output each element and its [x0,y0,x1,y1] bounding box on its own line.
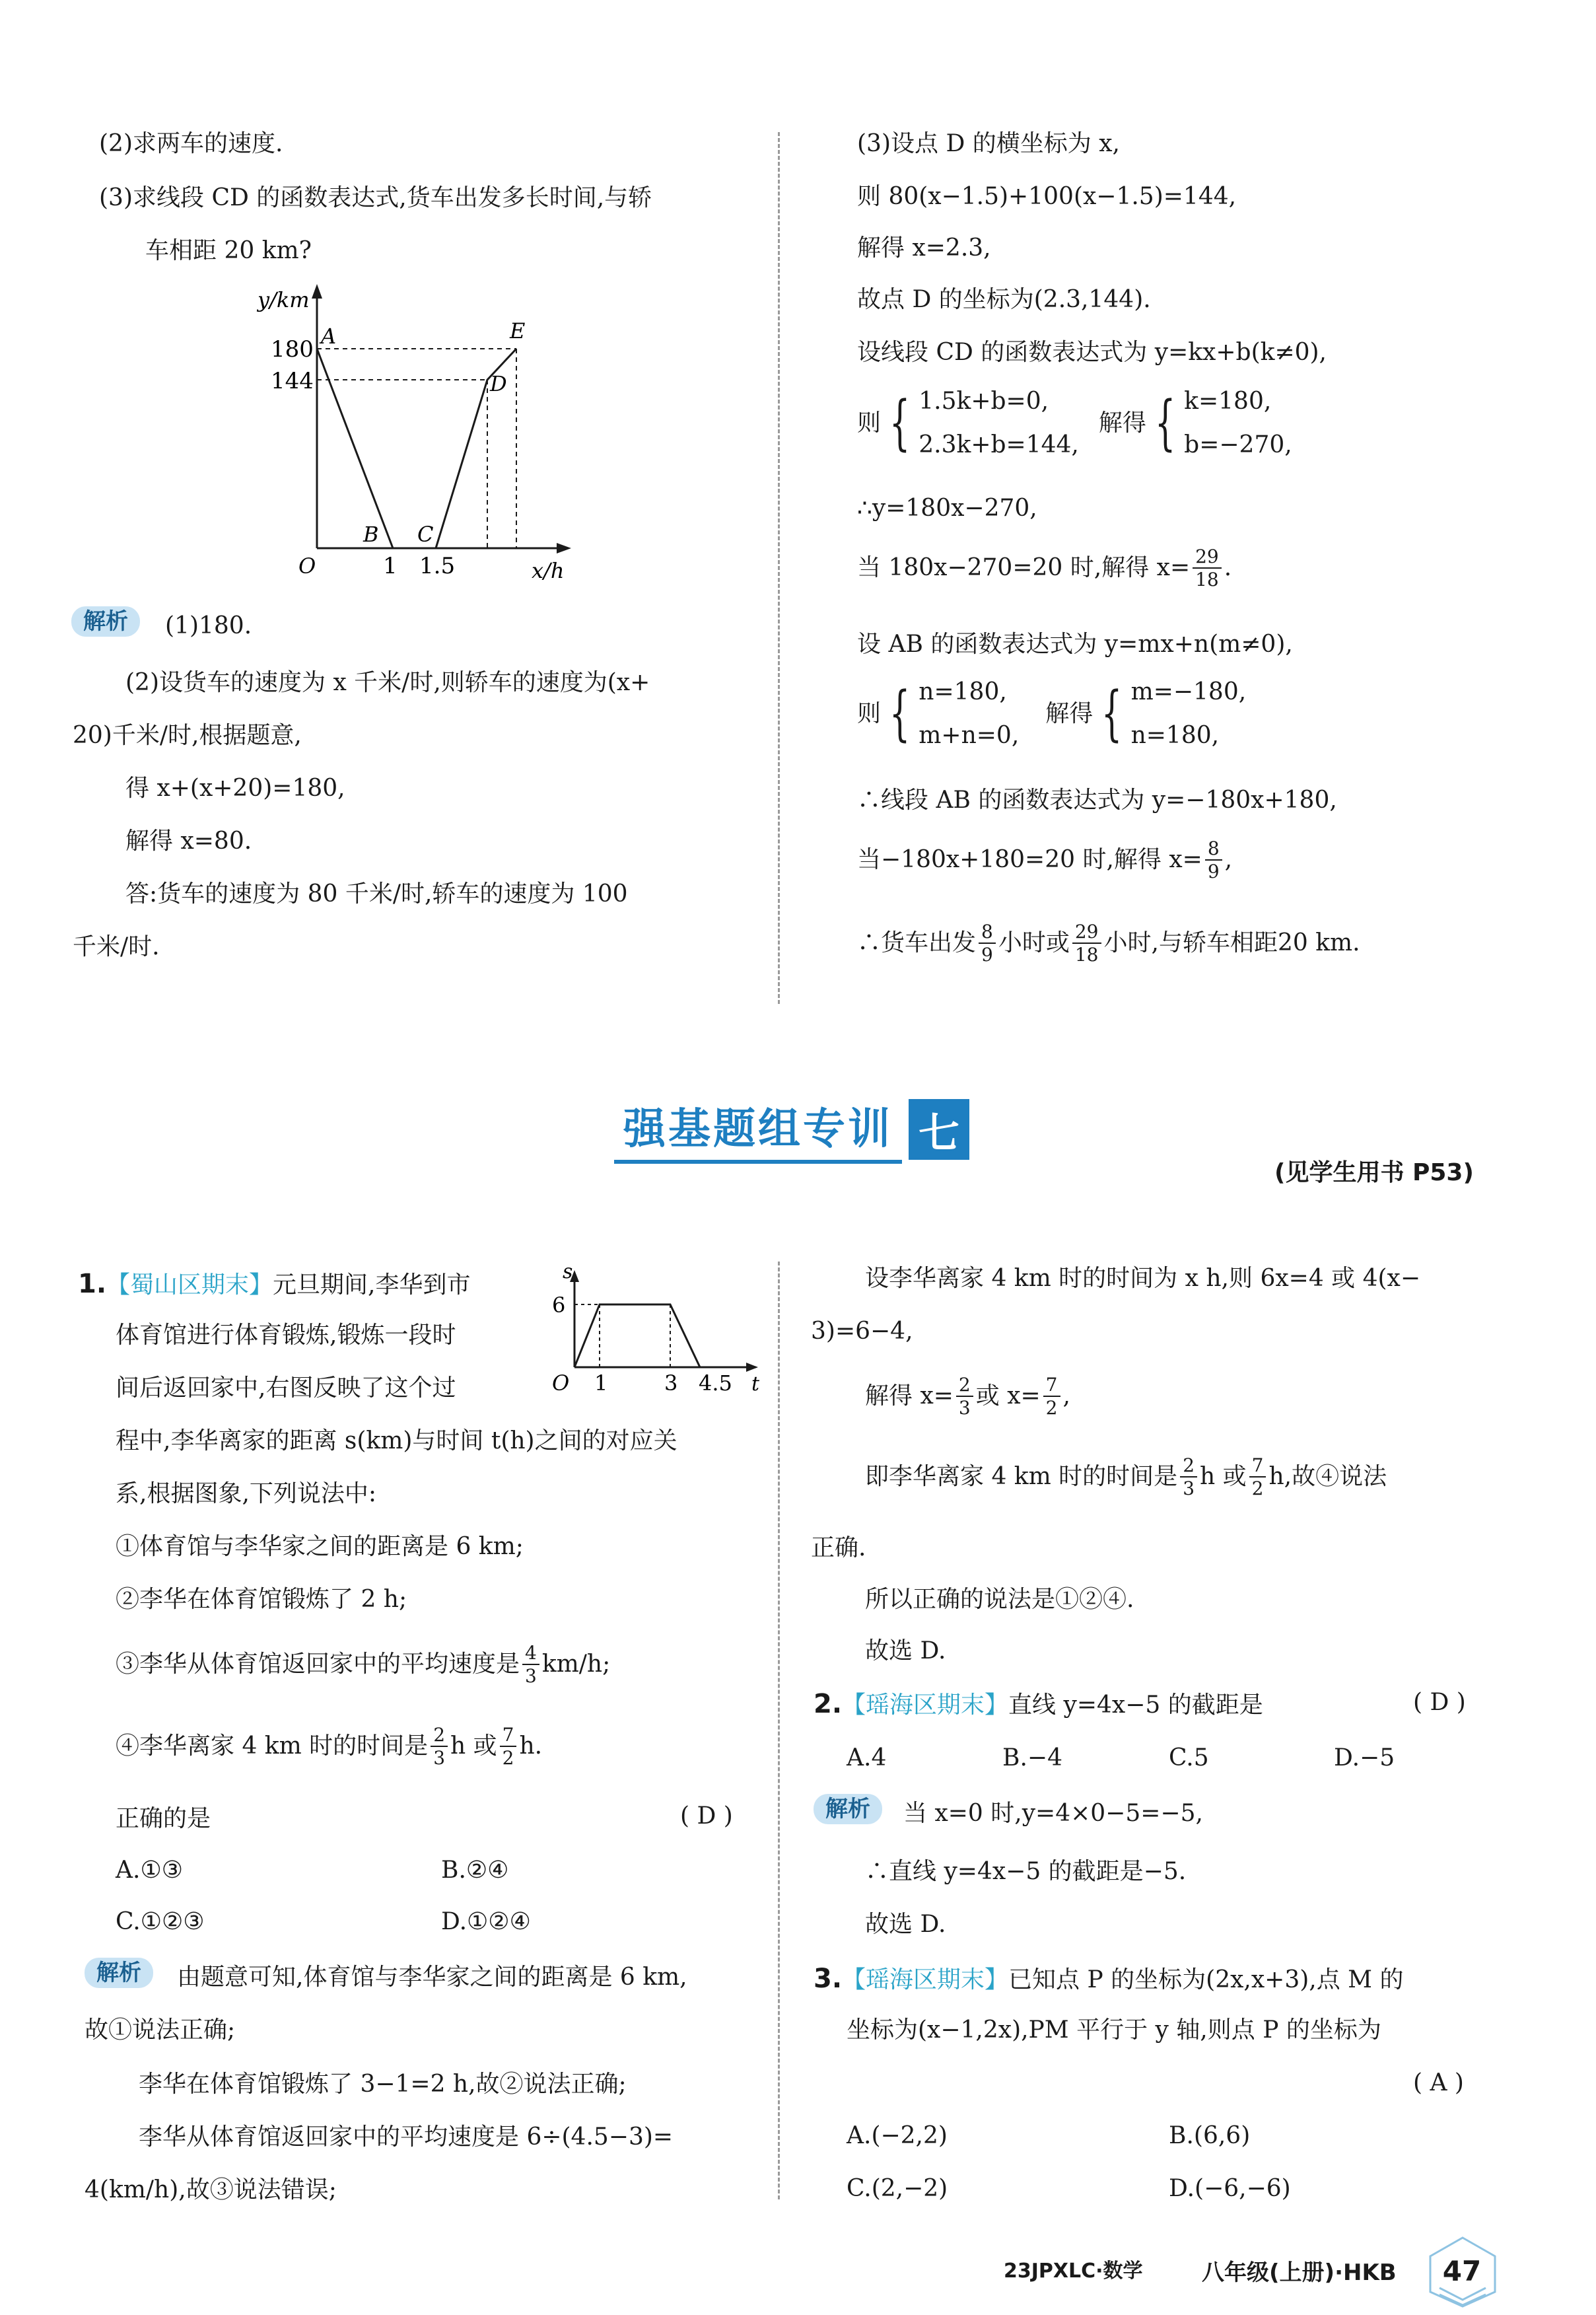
fraction: $\frac{2}{3}$ [1180,1456,1197,1499]
brace-icon: { [1101,679,1123,748]
q2-option-a: A.4 [847,1744,887,1771]
question-1-line1: 1.【蜀山区期末】元旦期间,李华到市 [78,1269,471,1299]
statement-1: ①体育馆与李华家之间的距离是 6 km; [116,1533,524,1560]
fraction: $\frac{4}{3}$ [522,1643,539,1686]
q2-explanation-line1: 当 x=0 时,y=4×0−5=−5, [903,1800,1203,1827]
solution-line10: 当−180x+180=20 时,解得 x= $\frac{8}{9}$ , [857,837,1233,883]
exercise-graph [535,1258,773,1404]
y-axis-arrow [312,284,322,299]
statement-3: ③李华从体育馆返回家中的平均速度是 $\frac{4}{3}$ km/h; [116,1642,611,1688]
book-reference: (见学生用书 P53) [1274,1159,1474,1186]
page-number: 47 [1442,2254,1482,2287]
q1-continued-line5: 正确. [811,1534,866,1561]
question-1-number: 1. [78,1269,107,1299]
question-1-line5: 系,根据图象,下列说法中: [116,1480,377,1507]
explanation-line2: 故①说法正确; [85,2016,236,2044]
q3-text-line2: 车相距 20 km? [145,237,312,264]
t-tick-1: 1 [594,1371,608,1396]
t-label: t [751,1372,760,1396]
fraction: $\frac{7}{2}$ [1249,1456,1266,1499]
statement-4: ④李华离家 4 km 时的时间是 $\frac{2}{3}$ h 或 $\frac{7}{2}$ h. [116,1724,543,1769]
question-1-line3: 间后返回家中,右图反映了这个过 [116,1374,456,1402]
q1-continued-line3: 解得 x= $\frac{2}{3}$ 或 x= $\frac{7}{2}$ , [865,1374,1070,1419]
system2-eq1: n=180, [919,678,1007,705]
question-2-stem: 2.【瑶海区期末】直线 y=4x−5 的截距是 [814,1689,1263,1719]
system1-solve-word: 解得 [1098,410,1146,437]
point-e-label: E [510,318,526,343]
footer-code: 23JPXLC·数学 [1004,2260,1143,2283]
answer-2-line2: 20)千米/时,根据题意, [73,722,302,749]
y-axis-label: y/km [258,287,310,312]
system1-sol2: b=−270, [1184,431,1292,458]
option-b: B.②④ [441,1857,509,1884]
fraction: $\frac{8}{9}$ [1205,839,1222,882]
fraction: $\frac{29}{18}$ [1072,922,1101,965]
question-2-answer: ( D ) [1413,1689,1466,1716]
explanation-line4: 李华从体育馆返回家中的平均速度是 6÷(4.5−3)= [139,2123,674,2151]
y-tick-180: 180 [271,336,314,363]
origin-label: O [552,1371,570,1396]
section-number: 七 [909,1099,969,1160]
brace-icon: { [1154,388,1176,458]
solution-line2: 则 80(x−1.5)+100(x−1.5)=144, [857,183,1237,210]
brace-icon: { [889,388,911,458]
question-3-answer: ( A ) [1413,2069,1464,2096]
t-tick-4-5: 4.5 [699,1371,732,1396]
option-a: A.①③ [116,1857,183,1884]
q1-continued-line2: 3)=6−4, [811,1318,913,1345]
solution-line1: (3)设点 D 的横坐标为 x, [857,130,1120,157]
top-column-divider [778,132,780,1004]
fraction: $\frac{7}{2}$ [500,1725,517,1768]
point-d-label: D [490,371,507,396]
x-tick-1: 1 [383,553,398,579]
explanation-line3: 李华在体育馆锻炼了 3−1=2 h,故②说法正确; [139,2071,627,2098]
question-1-line2: 体育馆进行体育锻炼,锻炼一段时 [116,1322,456,1349]
segment-ab [317,349,393,548]
fraction: $\frac{2}{3}$ [956,1375,973,1418]
point-b-label: B [363,522,379,547]
explanation-line1: 由题意可知,体育馆与李华家之间的距离是 6 km, [177,1964,687,1991]
s-tick-6: 6 [552,1293,566,1318]
x-axis-label: x/h [532,558,565,581]
explanation-line5: 4(km/h),故③说法错误; [85,2176,337,2203]
solution-line4: 故点 D 的坐标为(2.3,144). [857,286,1151,313]
question-3-source: 【瑶海区期末】 [842,1966,1009,1993]
answer-2-line5: 答:货车的速度为 80 千米/时,轿车的速度为 100 [125,880,628,908]
system2-sol1: m=−180, [1130,678,1247,705]
solution-line8: 设 AB 的函数表达式为 y=mx+n(m≠0), [857,631,1293,658]
system1-prefix: 则 [857,410,882,437]
q3-option-a: A.(−2,2) [847,2122,948,2149]
footer-grade: 八年级(上册)·HKB [1202,2260,1397,2286]
system1-eq1: 1.5k+b=0, [919,388,1049,415]
question-1-source: 【蜀山区期末】 [106,1271,273,1299]
x-axis-arrow [557,543,571,553]
question-3-number: 3. [814,1964,843,1994]
solution-line3: 解得 x=2.3, [857,234,991,262]
q3-option-d: D.(−6,−6) [1169,2175,1291,2202]
analysis-tag: 解析 [814,1794,882,1824]
fraction: $\frac{2}{3}$ [431,1725,448,1768]
question-1-answer: ( D ) [680,1802,733,1830]
s-label: s [563,1260,573,1283]
equation-system-1 [857,390,1292,457]
origin-label: O [298,553,316,579]
question-3-line1: 3.【瑶海区期末】已知点 P 的坐标为(2x,x+3),点 M 的 [814,1964,1404,1994]
answer-2-line1: (2)设货车的速度为 x 千米/时,则轿车的速度为(x+ [125,669,650,696]
question-1-prompt: 正确的是 [116,1805,211,1832]
q1-continued-line4: 即李华离家 4 km 时的时间是 $\frac{2}{3}$ h 或 $\frac{7}{2}$ h,故④说法 [865,1454,1387,1500]
analysis-tag: 解析 [85,1958,153,1988]
line7-text: 当 180x−270=20 时,解得 x= [857,554,1191,582]
q1-continued-line1: 设李华离家 4 km 时的时间为 x h,则 6x=4 或 4(x− [865,1265,1421,1292]
q2-explanation-line2: ∴直线 y=4x−5 的截距是−5. [865,1858,1187,1885]
analysis-tag: 解析 [71,606,140,637]
distance-time-graph [244,277,574,581]
system2-sol2: n=180, [1130,722,1220,749]
option-c: C.①②③ [116,1908,205,1935]
question-2-number: 2. [814,1689,843,1719]
solution-line7: 当 180x−270=20 时,解得 x= $\frac{29}{18}$ . [857,546,1232,591]
q1-continued-line6: 所以正确的说法是①②④. [865,1586,1134,1613]
y-tick-144: 144 [271,368,314,394]
system2-solve-word: 解得 [1045,700,1093,727]
fraction: $\frac{8}{9}$ [979,922,996,965]
point-a-label: A [321,324,337,349]
system2-eq2: m+n=0, [919,722,1020,749]
brace-icon: { [889,679,911,748]
answer-2-line4: 解得 x=80. [125,828,252,855]
x-tick-1-5: 1.5 [419,553,456,579]
section-title [614,1096,969,1162]
question-1-line4: 程中,李华离家的距离 s(km)与时间 t(h)之间的对应关 [116,1427,677,1454]
q2-option-b: B.−4 [1002,1744,1062,1771]
system2-prefix: 则 [857,700,882,727]
solution-line11: ∴货车出发 $\frac{8}{9}$ 小时或 $\frac{29}{18}$ 小时,与轿车相距20 km. [857,921,1360,966]
t-tick-3: 3 [664,1371,678,1396]
q1-continued-line7: 故选 D. [865,1637,946,1664]
system1-sol1: k=180, [1184,388,1272,415]
answer-2-line6: 千米/时. [73,933,160,960]
answer-1: (1)180. [165,612,252,639]
bottom-column-divider [778,1262,780,2199]
solution-line6: ∴y=180x−270, [857,495,1037,522]
fraction: $\frac{29}{18}$ [1193,547,1222,590]
statement-2: ②李华在体育馆锻炼了 2 h; [116,1586,407,1613]
solution-line5: 设线段 CD 的函数表达式为 y=kx+b(k≠0), [857,339,1327,366]
q3-option-c: C.(2,−2) [847,2175,948,2202]
equation-system-2 [857,680,1246,748]
solution-line9: ∴线段 AB 的函数表达式为 y=−180x+180, [857,787,1337,814]
question-3-line2: 坐标为(x−1,2x),PM 平行于 y 轴,则点 P 的坐标为 [847,2016,1381,2044]
q2-option-d: D.−5 [1334,1744,1395,1771]
point-c-label: C [417,522,434,547]
q2-explanation-line3: 故选 D. [865,1911,946,1938]
t-axis-arrow [746,1363,758,1372]
answer-2-line3: 得 x+(x+20)=180, [125,775,345,802]
q3-text-line1: (3)求线段 CD 的函数表达式,货车出发多长时间,与轿 [99,184,652,211]
distance-line [574,1304,700,1367]
q2-text: (2)求两车的速度. [99,130,283,157]
q3-option-b: B.(6,6) [1169,2122,1251,2149]
system1-eq2: 2.3k+b=144, [919,431,1079,458]
question-2-source: 【瑶海区期末】 [842,1692,1009,1719]
section-title-text: 强基题组专训 [614,1095,902,1164]
q2-option-c: C.5 [1169,1744,1209,1771]
fraction: $\frac{7}{2}$ [1043,1375,1060,1418]
option-d: D.①②④ [441,1908,531,1935]
